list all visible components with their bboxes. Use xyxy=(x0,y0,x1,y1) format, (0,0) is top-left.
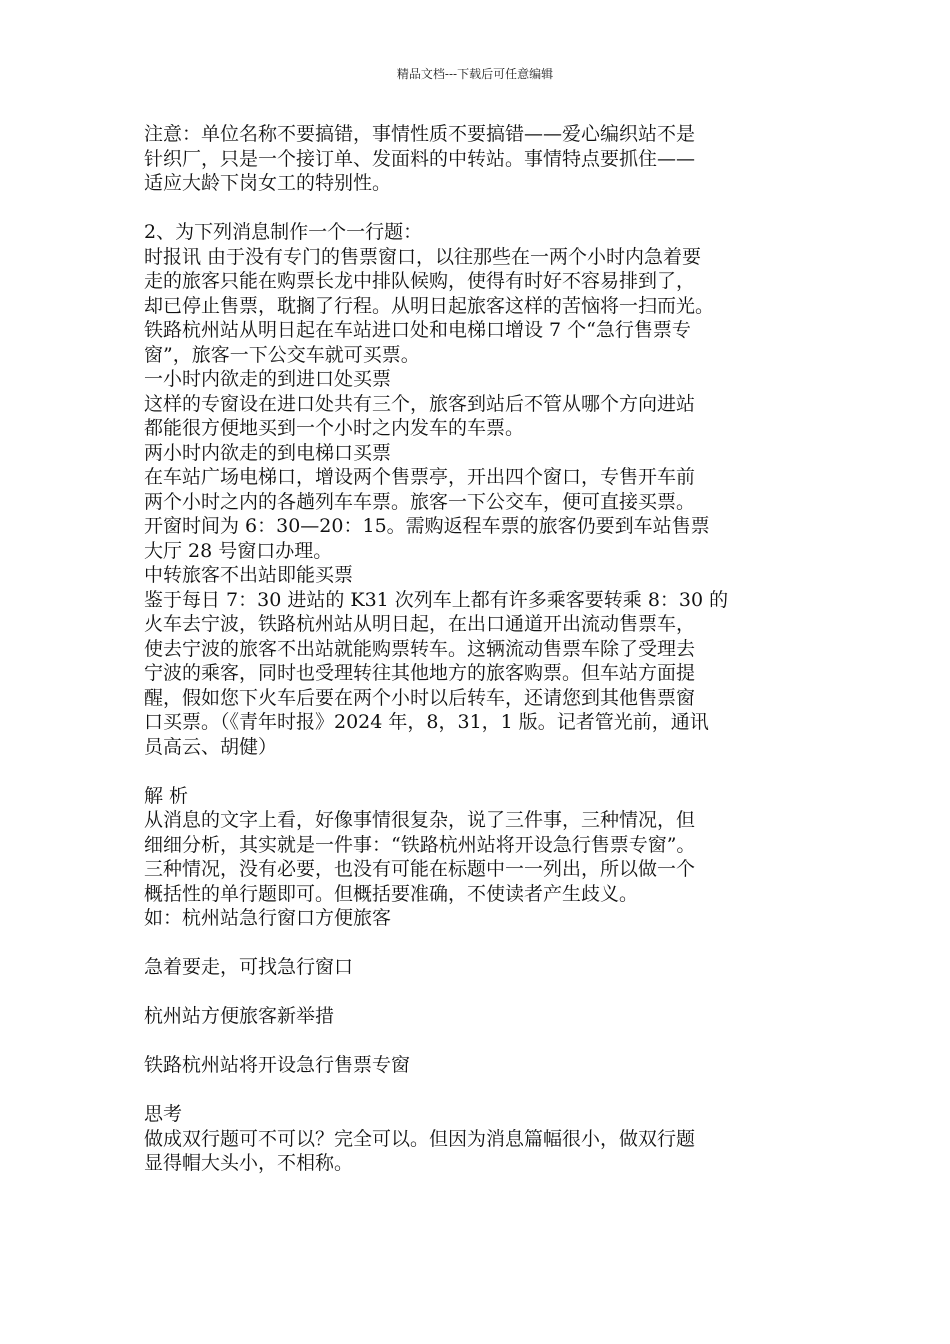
news-body-line: 口买票。（《青年时报》2024 年，8，31，1 版。记者管光前，通讯 xyxy=(144,711,709,733)
exercise-heading: 2、为下列消息制作一个一行题： xyxy=(144,221,423,243)
news-body-line: 两个小时之内的各趟列车车票。旅客一下公交车，便可直接买票。 xyxy=(144,490,696,513)
news-body-line: 火车去宁波，铁路杭州站从明日起，在出口通道开出流动售票车， xyxy=(144,613,696,635)
note-line: 注意：单位名称不要搞错，事情性质不要搞错——爱心编织站不是 xyxy=(144,123,696,145)
thinking-line: 显得帽大头小，不相称。 xyxy=(144,1152,354,1174)
blank-line xyxy=(144,1029,834,1054)
analysis-title: 解 析 xyxy=(144,784,189,807)
subheading-one-hour: 一小时内欲走的到进口处买票 xyxy=(144,368,392,390)
example-headline: 杭州站方便旅客新举措 xyxy=(144,1005,335,1027)
analysis-line: 如：杭州站急行窗口方便旅客 xyxy=(144,907,392,929)
news-body-line: 宁波的乘客，同时也受理转往其他地方的旅客购票。但车站方面提 xyxy=(144,662,696,684)
news-body-line: 大厅 28 号窗口办理。 xyxy=(144,539,333,562)
news-body-line: 使去宁波的旅客不出站就能购票转车。这辆流动售票车除了受理去 xyxy=(144,637,696,660)
news-intro-line: 走的旅客只能在购票长龙中排队候购，使得有时好不容易排到了， xyxy=(144,270,696,292)
blank-line xyxy=(144,1078,834,1103)
note-paragraph xyxy=(144,122,834,196)
news-body-line: 在车站广场电梯口，增设两个售票亭，开出四个窗口，专售开车前 xyxy=(144,466,696,488)
subheading-two-hours: 两小时内欲走的到电梯口买票 xyxy=(144,441,392,464)
page-header: 精品文档---下载后可任意编辑 xyxy=(396,67,554,81)
analysis-line: 三种情况，没有必要，也没有可能在标题中一一列出，所以做一个 xyxy=(144,858,696,880)
blank-line xyxy=(144,980,834,1005)
thinking-section xyxy=(144,1102,834,1176)
analysis-section xyxy=(144,784,834,931)
subheading-transfer: 中转旅客不出站即能买票 xyxy=(144,564,354,586)
news-body-line: 员高云、胡健） xyxy=(144,735,278,758)
example-headline: 急着要走，可找急行窗口 xyxy=(144,956,354,978)
analysis-line: 细细分析，其实就是一件事：“铁路杭州站将开设急行售票专窗”。 xyxy=(144,833,696,856)
document-body xyxy=(144,122,834,1176)
news-intro-line: 铁路杭州站从明日起在车站进口处和电梯口增设 7 个“急行售票专 xyxy=(144,319,691,341)
news-body-line: 这样的专窗设在进口处共有三个，旅客到站后不管从哪个方向进站 xyxy=(144,392,696,415)
blank-line xyxy=(144,196,834,221)
thinking-line: 做成双行题可不可以？完全可以。但因为消息篇幅很小，做双行题 xyxy=(144,1127,696,1150)
news-intro-line: 却已停止售票，耽搁了行程。从明日起旅客这样的苦恼将一扫而光。 xyxy=(144,294,715,317)
note-line: 适应大龄下岗女工的特别性。 xyxy=(144,172,392,194)
news-intro-line: 时报讯 由于没有专门的售票窗口，以往那些在一两个小时内急着要 xyxy=(144,245,702,268)
news-body-line: 都能很方便地买到一个小时之内发车的车票。 xyxy=(144,417,525,439)
blank-line xyxy=(144,759,834,784)
analysis-line: 概括性的单行题即可。但概括要准确，不使读者产生歧义。 xyxy=(144,882,639,905)
news-body-line: 醒，假如您下火车后要在两个小时以后转车，还请您到其他售票窗 xyxy=(144,686,696,709)
exercise-section xyxy=(144,220,834,759)
thinking-title: 思考 xyxy=(144,1103,183,1125)
news-body-line: 开窗时间为 6：30—20：15。需购返程车票的旅客仍要到车站售票 xyxy=(144,515,710,537)
note-line: 针织厂，只是一个接订单、发面料的中转站。事情特点要抓住—— xyxy=(144,147,696,170)
example-headline: 铁路杭州站将开设急行售票专窗 xyxy=(144,1054,411,1076)
blank-line xyxy=(144,931,834,956)
news-intro-line: 窗”，旅客一下公交车就可买票。 xyxy=(144,343,420,366)
analysis-line: 从消息的文字上看，好像事情很复杂，说了三件事，三种情况，但 xyxy=(144,809,696,831)
news-body-line: 鉴于每日 7：30 进站的 K31 次列车上都有许多乘客要转乘 8：30 的 xyxy=(144,588,729,611)
